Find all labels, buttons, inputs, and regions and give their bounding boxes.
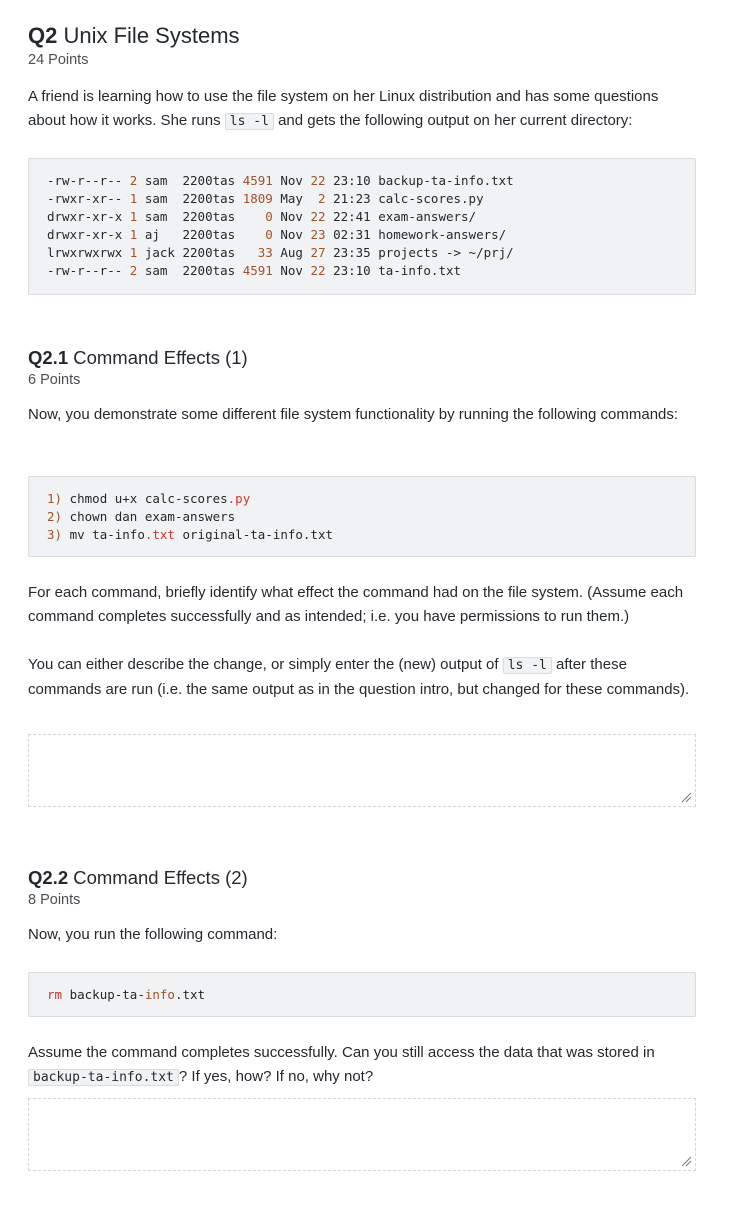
- ls-field-name: calc-scores.py: [378, 191, 484, 206]
- ls-field-group: 2200tas: [182, 227, 236, 242]
- ls-field-owner: sam: [144, 191, 175, 206]
- ls-output-row: [47, 226, 677, 244]
- ls-field-group: 2200tas: [182, 191, 236, 206]
- ls-field-time: 23:35: [333, 245, 371, 260]
- q21-answer-textarea[interactable]: [28, 734, 696, 807]
- ls-field-size: 4591: [242, 263, 273, 278]
- resize-handle-icon[interactable]: [680, 791, 692, 803]
- ls-field-time: 02:31: [333, 227, 371, 242]
- q2-intro: A friend is learning how to use the file system on her Linux distribution and has some questions about how it works. She runs ls -l and gets the following output on her current directory:: [28, 88, 659, 129]
- command-line: 1) chmod u+x calc-scores.py: [47, 491, 251, 506]
- inline-code-ls: ls -l: [225, 113, 274, 130]
- ls-field-links: 2: [129, 263, 138, 278]
- ls-field-perms: lrwxrwxrwx: [47, 245, 123, 260]
- ls-field-links: 1: [129, 191, 138, 206]
- ls-field-name: projects -> ~/prj/: [378, 245, 514, 260]
- ls-field-links: 2: [129, 173, 138, 188]
- ls-field-group: 2200tas: [182, 245, 236, 260]
- ls-field-perms: drwxr-xr-x: [47, 227, 123, 242]
- ls-field-perms: -rw-r--r--: [47, 263, 123, 278]
- ls-field-month: May: [280, 191, 303, 206]
- q22-question: Assume the command completes successfully. Can you still access the data that was stored in backup-ta-info.txt ? If yes, how? If no, why not?: [28, 1044, 655, 1085]
- q21-instructions-2: You can either describe the change, or simply enter the (new) output of ls -l after these commands are run (i.e. the same output as in the question intro, but changed for these commands).: [28, 656, 690, 698]
- ls-field-month: Aug: [280, 245, 303, 260]
- q22-answer-textarea[interactable]: [28, 1098, 696, 1171]
- ls-field-group: 2200tas: [182, 209, 236, 224]
- ls-field-name: exam-answers/: [378, 209, 477, 224]
- ls-field-month: Nov: [280, 209, 303, 224]
- q21-commands-block: [28, 476, 696, 557]
- ls-field-day: 22: [310, 263, 326, 278]
- ls-field-month: Nov: [280, 263, 303, 278]
- ls-output-row: [47, 190, 677, 208]
- ls-field-size: 33: [242, 245, 273, 260]
- ls-field-time: 23:10: [333, 173, 371, 188]
- ls-field-time: 23:10: [333, 263, 371, 278]
- q22-title: Q2.2 Command Effects (2): [28, 867, 248, 888]
- q2-title: Q2 Unix File Systems: [28, 23, 240, 48]
- ls-output-row: [47, 172, 677, 190]
- ls-field-day: 23: [310, 227, 326, 242]
- ls-field-size: 1809: [242, 191, 273, 206]
- ls-field-size: 0: [242, 209, 273, 224]
- ls-field-links: 1: [129, 209, 138, 224]
- ls-field-name: backup-ta-info.txt: [378, 173, 514, 188]
- command-line: 2) chown dan exam-answers: [47, 509, 236, 524]
- q21-points: 6 Points: [28, 372, 81, 388]
- ls-field-perms: -rw-r--r--: [47, 173, 123, 188]
- ls-field-size: 0: [242, 227, 273, 242]
- ls-field-month: Nov: [280, 227, 303, 242]
- ls-field-month: Nov: [280, 173, 303, 188]
- ls-field-owner: aj: [144, 227, 175, 242]
- ls-field-owner: jack: [144, 245, 175, 260]
- q21-header: [28, 346, 696, 390]
- q2-points: 24 Points: [28, 52, 89, 68]
- resize-handle-icon[interactable]: [680, 1155, 692, 1167]
- ls-field-size: 4591: [242, 173, 273, 188]
- ls-field-day: 27: [310, 245, 326, 260]
- ls-output-row: [47, 262, 677, 280]
- q22-points: 8 Points: [28, 892, 81, 908]
- ls-field-perms: -rwxr-xr--: [47, 191, 123, 206]
- ls-field-links: 1: [129, 227, 138, 242]
- ls-field-name: ta-info.txt: [378, 263, 462, 278]
- ls-field-group: 2200tas: [182, 173, 236, 188]
- q21-title: Q2.1 Command Effects (1): [28, 347, 248, 368]
- ls-output-block: [28, 158, 696, 295]
- ls-field-time: 21:23: [333, 191, 371, 206]
- q22-command-block: rm backup-ta-info.txt: [28, 972, 696, 1017]
- ls-output-row: [47, 208, 677, 226]
- ls-output-row: [47, 244, 677, 262]
- ls-field-day: 22: [310, 209, 326, 224]
- ls-field-owner: sam: [144, 173, 175, 188]
- q21-intro: Now, you demonstrate some different file system functionality by running the following commands:: [28, 406, 679, 423]
- ls-field-perms: drwxr-xr-x: [47, 209, 123, 224]
- inline-code-filename: backup-ta-info.txt: [28, 1069, 179, 1086]
- ls-field-day: 22: [310, 173, 326, 188]
- ls-field-owner: sam: [144, 209, 175, 224]
- ls-field-group: 2200tas: [182, 263, 236, 278]
- ls-field-owner: sam: [144, 263, 175, 278]
- q21-instructions: For each command, briefly identify what effect the command had on the file system. (Assume each command completes successfully and as intended; i.e. you have permissions to run them.): [28, 584, 684, 625]
- ls-field-time: 22:41: [333, 209, 371, 224]
- inline-code-ls: ls -l: [503, 657, 552, 674]
- q22-header: [28, 866, 696, 910]
- q2-header: [28, 22, 696, 70]
- ls-field-links: 1: [129, 245, 138, 260]
- q22-intro: Now, you run the following command:: [28, 926, 278, 943]
- ls-field-day: 2: [310, 191, 326, 206]
- ls-field-name: homework-answers/: [378, 227, 507, 242]
- command-line: 3) mv ta-info.txt original-ta-info.txt: [47, 527, 334, 542]
